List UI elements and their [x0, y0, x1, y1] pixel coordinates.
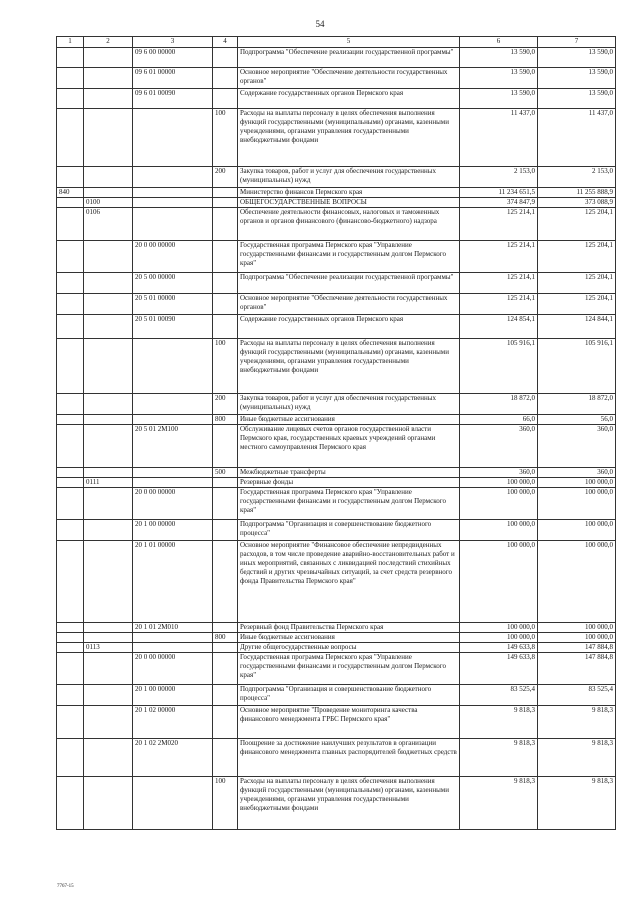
expense-type-cell: [213, 541, 238, 623]
amount-year2-cell: 11 437,0: [538, 109, 616, 167]
admin-code-cell: [57, 241, 84, 273]
admin-code-cell: [57, 520, 84, 541]
item-name-cell: Подпрограмма "Организация и совершенствование бюджетного процесса": [238, 685, 460, 706]
table-row: [57, 273, 616, 294]
amount-year2-cell: 13 590,0: [538, 48, 616, 68]
amount-year2-cell: 360,0: [538, 425, 616, 468]
table-row: [57, 685, 616, 706]
expense-type-cell: 800: [213, 633, 238, 643]
table-row: [57, 653, 616, 685]
item-name-cell: Подпрограмма "Обеспечение реализации государственной программы": [238, 48, 460, 68]
item-name-cell: Расходы на выплаты персоналу в целях обеспечения выполнения функций государственными (муниципальными) органами, казенными учреждениями, органами управления государственными внебюджетными фондами: [238, 109, 460, 167]
item-name-cell: Обслуживание лицевых счетов органов государственной власти Пермского края, государственных краевых учреждений органами местного самоуправления Пермского края: [238, 425, 460, 468]
table-row: [57, 739, 616, 777]
admin-code-cell: [57, 685, 84, 706]
target-article-cell: 20 0 00 00000: [133, 488, 213, 520]
section-code-cell: [84, 541, 133, 623]
amount-year1-cell: 9 818,3: [460, 739, 538, 777]
amount-year1-cell: 125 214,1: [460, 208, 538, 241]
section-code-cell: [84, 89, 133, 109]
amount-year2-cell: 2 153,0: [538, 167, 616, 188]
expense-type-cell: 500: [213, 468, 238, 478]
amount-year1-cell: 11 234 651,5: [460, 188, 538, 198]
amount-year1-cell: 18 872,0: [460, 394, 538, 415]
section-code-cell: [84, 273, 133, 294]
amount-year1-cell: 125 214,1: [460, 273, 538, 294]
target-article-cell: [133, 109, 213, 167]
table-row: [57, 109, 616, 167]
section-code-cell: 0100: [84, 198, 133, 208]
section-code-cell: [84, 315, 133, 339]
column-header: 7: [538, 37, 616, 48]
budget-table-body: [57, 48, 616, 830]
admin-code-cell: [57, 468, 84, 478]
section-code-cell: [84, 339, 133, 394]
table-row: [57, 706, 616, 739]
admin-code-cell: [57, 394, 84, 415]
target-article-cell: 20 0 00 00000: [133, 241, 213, 273]
section-code-cell: 0113: [84, 643, 133, 653]
target-article-cell: 09 6 00 00000: [133, 48, 213, 68]
section-code-cell: 0111: [84, 478, 133, 488]
expense-type-cell: 200: [213, 394, 238, 415]
section-code-cell: [84, 394, 133, 415]
amount-year2-cell: 147 884,8: [538, 643, 616, 653]
section-code-cell: [84, 188, 133, 198]
table-row: [57, 643, 616, 653]
amount-year1-cell: 2 153,0: [460, 167, 538, 188]
column-header: 1: [57, 37, 84, 48]
amount-year2-cell: 9 818,3: [538, 777, 616, 830]
table-row: [57, 623, 616, 633]
item-name-cell: Резервные фонды: [238, 478, 460, 488]
admin-code-cell: [57, 425, 84, 468]
amount-year1-cell: 9 818,3: [460, 777, 538, 830]
target-article-cell: [133, 478, 213, 488]
section-code-cell: [84, 706, 133, 739]
item-name-cell: Содержание государственных органов Пермского края: [238, 315, 460, 339]
expense-type-cell: [213, 208, 238, 241]
admin-code-cell: [57, 633, 84, 643]
item-name-cell: Подпрограмма "Организация и совершенствование бюджетного процесса": [238, 520, 460, 541]
expense-type-cell: [213, 623, 238, 633]
admin-code-cell: [57, 198, 84, 208]
admin-code-cell: [57, 339, 84, 394]
item-name-cell: Межбюджетные трансферты: [238, 468, 460, 478]
expense-type-cell: [213, 241, 238, 273]
admin-code-cell: [57, 643, 84, 653]
amount-year1-cell: 149 633,8: [460, 653, 538, 685]
amount-year2-cell: 100 000,0: [538, 623, 616, 633]
section-code-cell: [84, 109, 133, 167]
section-code-cell: [84, 415, 133, 425]
target-article-cell: [133, 415, 213, 425]
amount-year1-cell: 11 437,0: [460, 109, 538, 167]
amount-year1-cell: 13 590,0: [460, 89, 538, 109]
admin-code-cell: [57, 478, 84, 488]
expense-type-cell: [213, 706, 238, 739]
item-name-cell: Основное мероприятие "Финансовое обеспечение непредвиденных расходов, в том числе проведение аварийно-восстановительных работ и иных мероприятий, связанных с ликвидацией последствий стихийных бедствий и других чрезвычайных ситуаций, за счет средств резервного фонда Правительства Пермского края": [238, 541, 460, 623]
table-row: [57, 520, 616, 541]
column-header: 3: [133, 37, 213, 48]
admin-code-cell: [57, 294, 84, 315]
section-code-cell: [84, 685, 133, 706]
item-name-cell: Подпрограмма "Обеспечение реализации государственной программы": [238, 273, 460, 294]
expense-type-cell: [213, 653, 238, 685]
admin-code-cell: [57, 777, 84, 830]
table-row: [57, 198, 616, 208]
amount-year1-cell: 100 000,0: [460, 541, 538, 623]
expense-type-cell: 100: [213, 339, 238, 394]
item-name-cell: Закупка товаров, работ и услуг для обеспечения государственных (муниципальных) нужд: [238, 167, 460, 188]
amount-year1-cell: 125 214,1: [460, 294, 538, 315]
amount-year2-cell: 147 884,8: [538, 653, 616, 685]
section-code-cell: [84, 520, 133, 541]
expense-type-cell: [213, 685, 238, 706]
amount-year1-cell: 360,0: [460, 425, 538, 468]
item-name-cell: Содержание государственных органов Пермского края: [238, 89, 460, 109]
target-article-cell: [133, 188, 213, 198]
amount-year1-cell: 100 000,0: [460, 478, 538, 488]
target-article-cell: 20 1 01 00000: [133, 541, 213, 623]
table-row: [57, 415, 616, 425]
amount-year1-cell: 360,0: [460, 468, 538, 478]
table-row: [57, 89, 616, 109]
table-row: [57, 468, 616, 478]
admin-code-cell: [57, 68, 84, 89]
expense-type-cell: [213, 273, 238, 294]
expense-type-cell: 200: [213, 167, 238, 188]
amount-year2-cell: 125 204,1: [538, 241, 616, 273]
amount-year2-cell: 9 818,3: [538, 739, 616, 777]
table-row: [57, 541, 616, 623]
target-article-cell: [133, 394, 213, 415]
amount-year2-cell: 125 204,1: [538, 208, 616, 241]
table-row: [57, 339, 616, 394]
item-name-cell: Министерство финансов Пермского края: [238, 188, 460, 198]
amount-year2-cell: 373 088,9: [538, 198, 616, 208]
table-row: [57, 167, 616, 188]
expense-type-cell: [213, 315, 238, 339]
amount-year1-cell: 124 854,1: [460, 315, 538, 339]
expense-type-cell: 100: [213, 777, 238, 830]
admin-code-cell: [57, 167, 84, 188]
target-article-cell: 20 5 00 00000: [133, 273, 213, 294]
target-article-cell: 20 1 00 00000: [133, 685, 213, 706]
target-article-cell: 20 1 00 00000: [133, 520, 213, 541]
admin-code-cell: [57, 488, 84, 520]
item-name-cell: Государственная программа Пермского края "Управление государственными финансами и государственным долгом Пермского края": [238, 241, 460, 273]
amount-year1-cell: 83 525,4: [460, 685, 538, 706]
expense-type-cell: [213, 478, 238, 488]
item-name-cell: ОБЩЕГОСУДАРСТВЕННЫЕ ВОПРОСЫ: [238, 198, 460, 208]
budget-table: [56, 36, 616, 830]
section-code-cell: [84, 633, 133, 643]
amount-year1-cell: 13 590,0: [460, 68, 538, 89]
amount-year1-cell: 9 818,3: [460, 706, 538, 739]
amount-year2-cell: 56,0: [538, 415, 616, 425]
table-row: [57, 478, 616, 488]
section-code-cell: [84, 241, 133, 273]
table-row: [57, 241, 616, 273]
column-header: 2: [84, 37, 133, 48]
amount-year1-cell: 125 214,1: [460, 241, 538, 273]
item-name-cell: Основное мероприятие "Обеспечение деятельности государственных органов": [238, 294, 460, 315]
expense-type-cell: [213, 48, 238, 68]
column-header: 6: [460, 37, 538, 48]
section-code-cell: [84, 294, 133, 315]
table-row: [57, 633, 616, 643]
column-header: 5: [238, 37, 460, 48]
target-article-cell: 20 5 01 00090: [133, 315, 213, 339]
item-name-cell: Другие общегосударственные вопросы: [238, 643, 460, 653]
table-row: [57, 188, 616, 198]
item-name-cell: Иные бюджетные ассигнования: [238, 415, 460, 425]
amount-year2-cell: 125 204,1: [538, 294, 616, 315]
amount-year1-cell: 66,0: [460, 415, 538, 425]
item-name-cell: Закупка товаров, работ и услуг для обеспечения государственных (муниципальных) нужд: [238, 394, 460, 415]
table-row: [57, 68, 616, 89]
expense-type-cell: [213, 198, 238, 208]
expense-type-cell: [213, 643, 238, 653]
admin-code-cell: [57, 623, 84, 633]
target-article-cell: 20 5 01 2М100: [133, 425, 213, 468]
target-article-cell: [133, 208, 213, 241]
amount-year2-cell: 360,0: [538, 468, 616, 478]
section-code-cell: [84, 68, 133, 89]
amount-year2-cell: 13 590,0: [538, 68, 616, 89]
section-code-cell: [84, 468, 133, 478]
expense-type-cell: [213, 425, 238, 468]
section-code-cell: [84, 653, 133, 685]
amount-year1-cell: 374 847,9: [460, 198, 538, 208]
amount-year2-cell: 100 000,0: [538, 478, 616, 488]
amount-year2-cell: 124 844,1: [538, 315, 616, 339]
item-name-cell: Расходы на выплаты персоналу в целях обеспечения выполнения функций государственными (муниципальными) органами, казенными учреждениями, органами управления государственными внебюджетными фондами: [238, 777, 460, 830]
admin-code-cell: [57, 48, 84, 68]
amount-year2-cell: 9 818,3: [538, 706, 616, 739]
amount-year1-cell: 105 916,1: [460, 339, 538, 394]
admin-code-cell: [57, 315, 84, 339]
section-code-cell: [84, 48, 133, 68]
section-code-cell: [84, 167, 133, 188]
table-row: [57, 315, 616, 339]
page-number: 54: [315, 19, 325, 29]
item-name-cell: Государственная программа Пермского края "Управление государственными финансами и государственным долгом Пермского края": [238, 488, 460, 520]
section-code-cell: [84, 488, 133, 520]
section-code-cell: [84, 777, 133, 830]
column-number-row: [57, 37, 616, 48]
amount-year2-cell: 83 525,4: [538, 685, 616, 706]
admin-code-cell: [57, 653, 84, 685]
target-article-cell: [133, 198, 213, 208]
item-name-cell: Расходы на выплаты персоналу в целях обеспечения выполнения функций государственными (муниципальными) органами, казенными учреждениями, органами управления государственными внебюджетными фондами: [238, 339, 460, 394]
admin-code-cell: [57, 415, 84, 425]
item-name-cell: Государственная программа Пермского края "Управление государственными финансами и государственным долгом Пермского края": [238, 653, 460, 685]
column-header: 4: [213, 37, 238, 48]
amount-year1-cell: 149 633,8: [460, 643, 538, 653]
amount-year2-cell: 100 000,0: [538, 488, 616, 520]
amount-year1-cell: 100 000,0: [460, 623, 538, 633]
expense-type-cell: [213, 294, 238, 315]
admin-code-cell: [57, 541, 84, 623]
target-article-cell: [133, 468, 213, 478]
admin-code-cell: 840: [57, 188, 84, 198]
expense-type-cell: [213, 68, 238, 89]
expense-type-cell: 100: [213, 109, 238, 167]
admin-code-cell: [57, 89, 84, 109]
target-article-cell: [133, 643, 213, 653]
amount-year1-cell: 100 000,0: [460, 520, 538, 541]
item-name-cell: Поощрение за достижение наилучших результатов в организации финансового менеджмента главных распорядителей бюджетных средств: [238, 739, 460, 777]
amount-year2-cell: 105 916,1: [538, 339, 616, 394]
amount-year1-cell: 100 000,0: [460, 633, 538, 643]
table-row: [57, 294, 616, 315]
target-article-cell: [133, 633, 213, 643]
target-article-cell: [133, 167, 213, 188]
table-row: [57, 425, 616, 468]
admin-code-cell: [57, 706, 84, 739]
target-article-cell: 09 6 01 00000: [133, 68, 213, 89]
admin-code-cell: [57, 273, 84, 294]
amount-year2-cell: 100 000,0: [538, 520, 616, 541]
amount-year1-cell: 100 000,0: [460, 488, 538, 520]
target-article-cell: [133, 339, 213, 394]
expense-type-cell: [213, 188, 238, 198]
admin-code-cell: [57, 739, 84, 777]
table-row: [57, 48, 616, 68]
amount-year2-cell: 100 000,0: [538, 633, 616, 643]
section-code-cell: 0106: [84, 208, 133, 241]
target-article-cell: [133, 777, 213, 830]
expense-type-cell: [213, 488, 238, 520]
amount-year2-cell: 11 255 888,9: [538, 188, 616, 198]
target-article-cell: 20 1 02 2М020: [133, 739, 213, 777]
section-code-cell: [84, 623, 133, 633]
table-row: [57, 208, 616, 241]
table-row: [57, 488, 616, 520]
expense-type-cell: [213, 739, 238, 777]
target-article-cell: 20 1 02 00000: [133, 706, 213, 739]
admin-code-cell: [57, 208, 84, 241]
item-name-cell: Основное мероприятие "Обеспечение деятельности государственных органов": [238, 68, 460, 89]
expense-type-cell: [213, 89, 238, 109]
amount-year2-cell: 125 204,1: [538, 273, 616, 294]
amount-year2-cell: 18 872,0: [538, 394, 616, 415]
expense-type-cell: 800: [213, 415, 238, 425]
admin-code-cell: [57, 109, 84, 167]
target-article-cell: 20 1 01 2М010: [133, 623, 213, 633]
item-name-cell: Основное мероприятие "Проведение мониторинга качества финансового менеджмента ГРБС Пермского края": [238, 706, 460, 739]
target-article-cell: 20 0 00 00000: [133, 653, 213, 685]
amount-year2-cell: 13 590,0: [538, 89, 616, 109]
expense-type-cell: [213, 520, 238, 541]
footer-code: 7767-15: [57, 884, 74, 889]
table-row: [57, 777, 616, 830]
section-code-cell: [84, 425, 133, 468]
item-name-cell: Иные бюджетные ассигнования: [238, 633, 460, 643]
item-name-cell: Обеспечение деятельности финансовых, налоговых и таможенных органов и органов финансового (финансово-бюджетного) надзора: [238, 208, 460, 241]
table-row: [57, 394, 616, 415]
target-article-cell: 09 6 01 00090: [133, 89, 213, 109]
amount-year2-cell: 100 000,0: [538, 541, 616, 623]
item-name-cell: Резервный фонд Правительства Пермского края: [238, 623, 460, 633]
target-article-cell: 20 5 01 00000: [133, 294, 213, 315]
section-code-cell: [84, 739, 133, 777]
amount-year1-cell: 13 590,0: [460, 48, 538, 68]
